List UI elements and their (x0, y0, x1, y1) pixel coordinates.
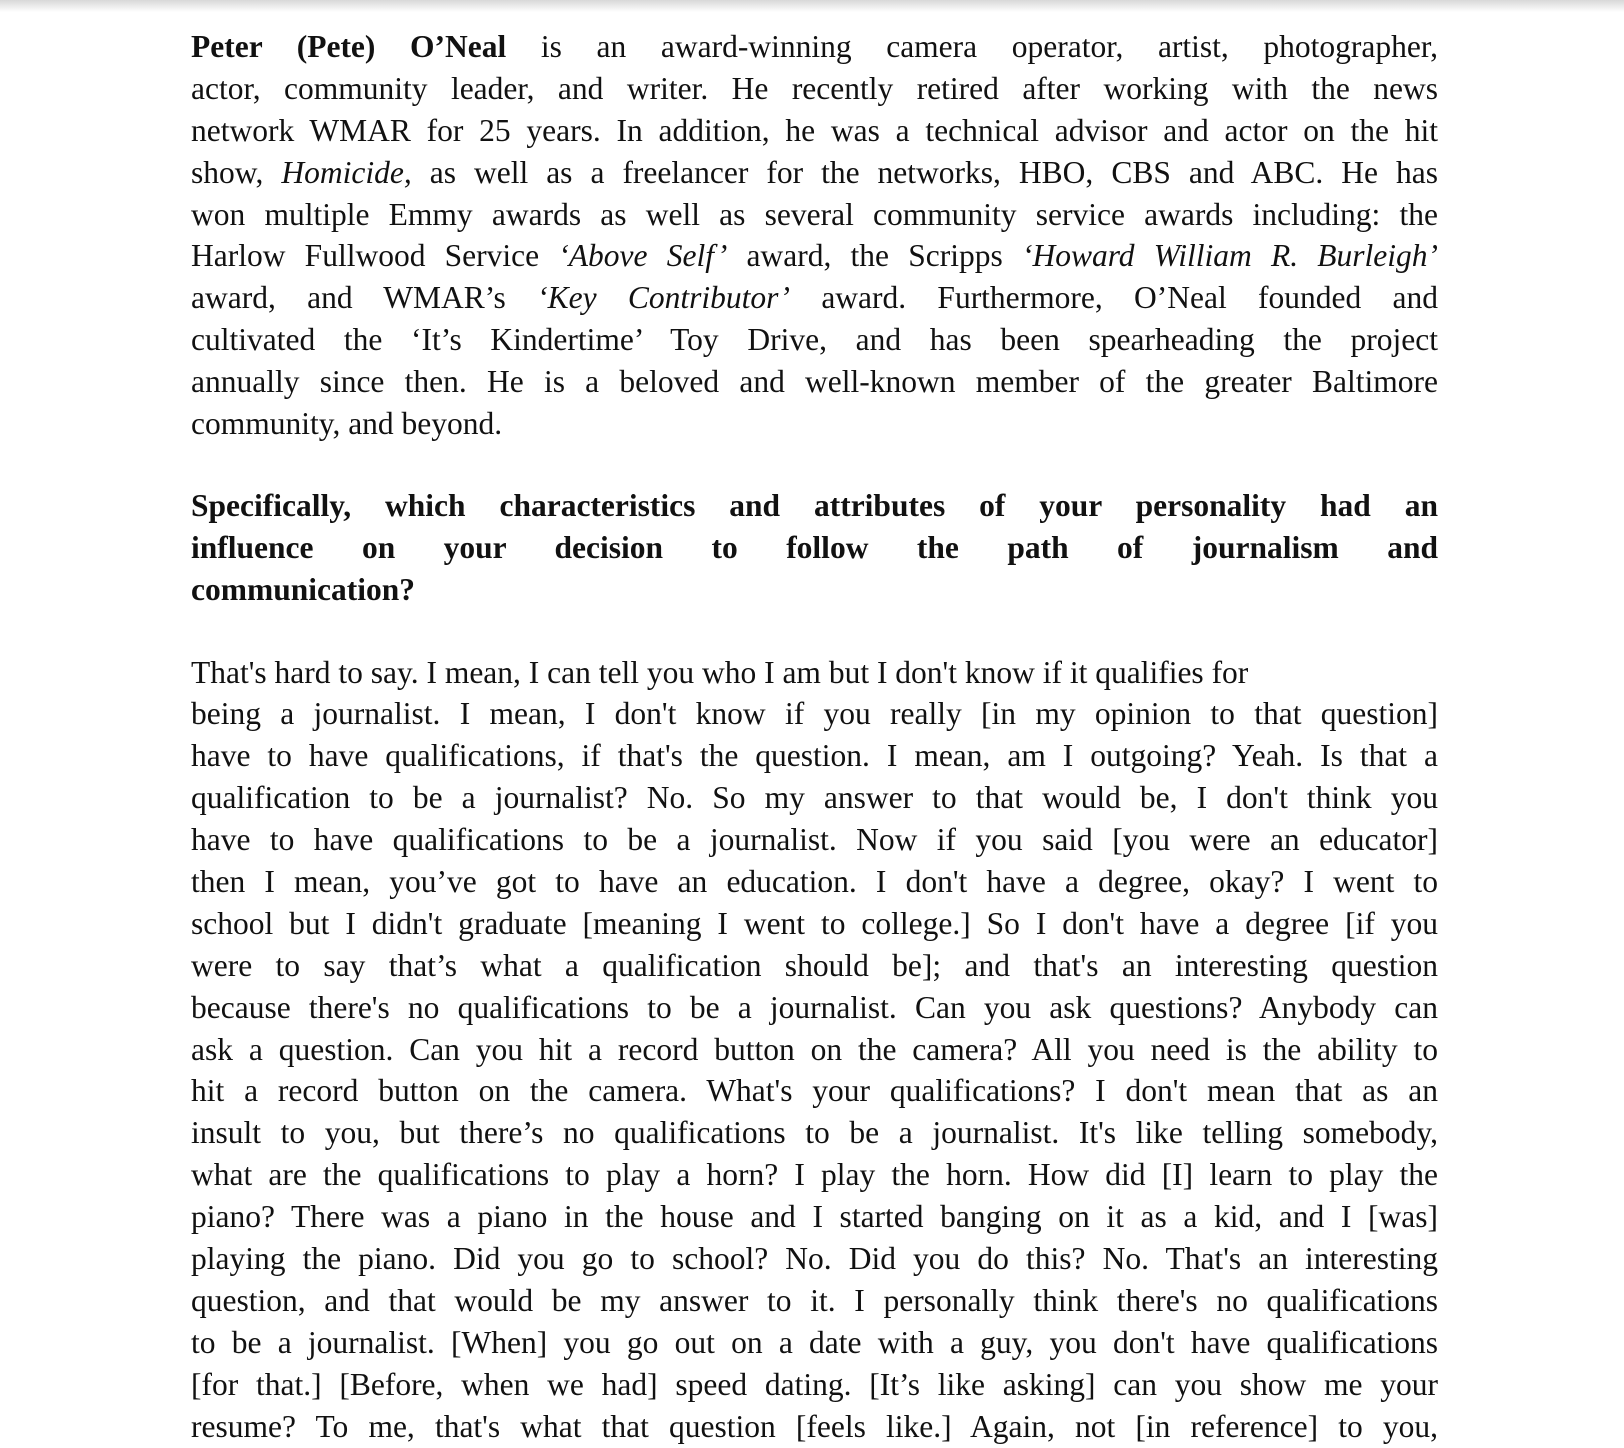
text-line (191, 194, 1438, 236)
text-line (191, 903, 1438, 945)
text-run: qualification to be a journalist? No. So my answer to that would be, I don't think you (191, 780, 1438, 816)
bold-text: communication? (191, 571, 415, 607)
bold-text: Peter (Pete) O’Neal (191, 29, 507, 64)
paragraph-gap (191, 445, 1438, 485)
text-line (191, 1238, 1438, 1280)
text-run: resume? To me, that's what that question [feels like.] Again, not [in reference] to you, (191, 1408, 1438, 1444)
text-run: community, and beyond. (191, 406, 503, 442)
text-run: then I mean, you’ve got to have an education. I don't have a degree, okay? I went to (191, 864, 1438, 900)
text-run: insult to you, but there’s no qualifications to be a journalist. It's like telling somebody, (191, 1115, 1438, 1151)
text-line (191, 26, 1438, 68)
text-line (191, 319, 1438, 361)
text-line (191, 110, 1438, 152)
text-line (191, 1112, 1438, 1154)
text-line (191, 277, 1438, 319)
text-run: have to have qualifications to be a journalist. Now if you said [you were an educator] (191, 822, 1438, 858)
text-line (191, 861, 1438, 903)
text-line (191, 1364, 1438, 1406)
text-run: That's hard to say. I mean, I can tell you who I am but I don't know if it qualifies for (191, 654, 1249, 690)
text-line (191, 987, 1438, 1029)
text-line (191, 1280, 1438, 1322)
text-run: [for that.] [Before, when we had] speed dating. [It’s like asking] can you show me your (191, 1366, 1438, 1402)
text-run: actor, community leader, and writer. He recently retired after working with the news (191, 70, 1438, 106)
italic-text: Homicide, (281, 154, 412, 190)
text-run: award, the Scripps (727, 238, 1022, 274)
text-line (191, 68, 1438, 110)
text-line (191, 1029, 1438, 1071)
text-line (191, 652, 1438, 694)
text-run: to be a journalist. [When] you go out on a date with a guy, you don't have qualifications (191, 1324, 1438, 1360)
text-run: cultivated the ‘It’s Kindertime’ Toy Drive, and has been spearheading the project (191, 322, 1438, 358)
text-line (191, 235, 1438, 277)
text-run: what are the qualifications to play a horn? I play the horn. How did [I] learn to play the (191, 1157, 1438, 1193)
document-page (191, 26, 1438, 1448)
italic-text: ‘Howard William R. Burleigh’ (1021, 238, 1438, 274)
text-run: being a journalist. I mean, I don't know if you really [in my opinion to that question] (191, 696, 1438, 732)
text-run: network WMAR for 25 years. In addition, he was a technical advisor and actor on the hit (191, 112, 1438, 148)
bold-text: Specifically, which characteristics and attributes of your personality had an (191, 487, 1438, 523)
text-run: annually since then. He is a beloved and well-known member of the greater Baltimore (191, 364, 1438, 400)
paragraph-gap (191, 611, 1438, 652)
text-run: award, and WMAR’s (191, 280, 538, 316)
text-run: school but I didn't graduate [meaning I went to college.] So I don't have a degree [if you (191, 905, 1438, 941)
text-run: hit a record button on the camera. What's your qualifications? I don't mean that as an (191, 1073, 1438, 1109)
italic-text: ‘Key Contributor’ (537, 280, 791, 316)
italic-text: ‘Above Self’ (558, 238, 728, 274)
text-run: award. Furthermore, O’Neal founded and (790, 280, 1438, 316)
top-shadow (0, 0, 1624, 12)
text-line (191, 569, 1438, 611)
text-run: Harlow Fullwood Service (191, 238, 559, 274)
text-line (191, 1070, 1438, 1112)
question-paragraph (191, 485, 1438, 611)
text-line (191, 485, 1438, 527)
answer-paragraph (191, 652, 1438, 1448)
text-line (191, 819, 1438, 861)
text-line (191, 693, 1438, 735)
text-line (191, 735, 1438, 777)
text-line (191, 403, 1438, 445)
text-line (191, 777, 1438, 819)
text-run: is an award-winning camera operator, artist, photographer, (506, 29, 1438, 64)
bio-paragraph (191, 26, 1438, 445)
text-line (191, 1154, 1438, 1196)
text-line (191, 1406, 1438, 1448)
text-run: because there's no qualifications to be a journalist. Can you ask questions? Anybody can (191, 989, 1438, 1025)
text-line (191, 152, 1438, 194)
text-line (191, 1196, 1438, 1238)
text-run: show, (191, 154, 282, 190)
text-run: question, and that would be my answer to it. I personally think there's no qualifications (191, 1282, 1438, 1318)
text-line (191, 527, 1438, 569)
text-line (191, 361, 1438, 403)
bold-text: influence on your decision to follow the path of journalism and (191, 529, 1438, 565)
text-run: won multiple Emmy awards as well as several community service awards including: the (191, 196, 1438, 232)
text-run: ask a question. Can you hit a record button on the camera? All you need is the ability to (191, 1031, 1438, 1067)
text-line (191, 945, 1438, 987)
text-run: were to say that’s what a qualification should be]; and that's an interesting question (191, 947, 1438, 983)
text-run: as well as a freelancer for the networks, HBO, CBS and ABC. He has (411, 154, 1438, 190)
text-run: piano? There was a piano in the house and I started banging on it as a kid, and I [was] (191, 1199, 1438, 1235)
text-run: playing the piano. Did you go to school? No. Did you do this? No. That's an interesting (191, 1241, 1438, 1277)
text-line (191, 1322, 1438, 1364)
text-run: have to have qualifications, if that's the question. I mean, am I outgoing? Yeah. Is that a (191, 738, 1438, 774)
